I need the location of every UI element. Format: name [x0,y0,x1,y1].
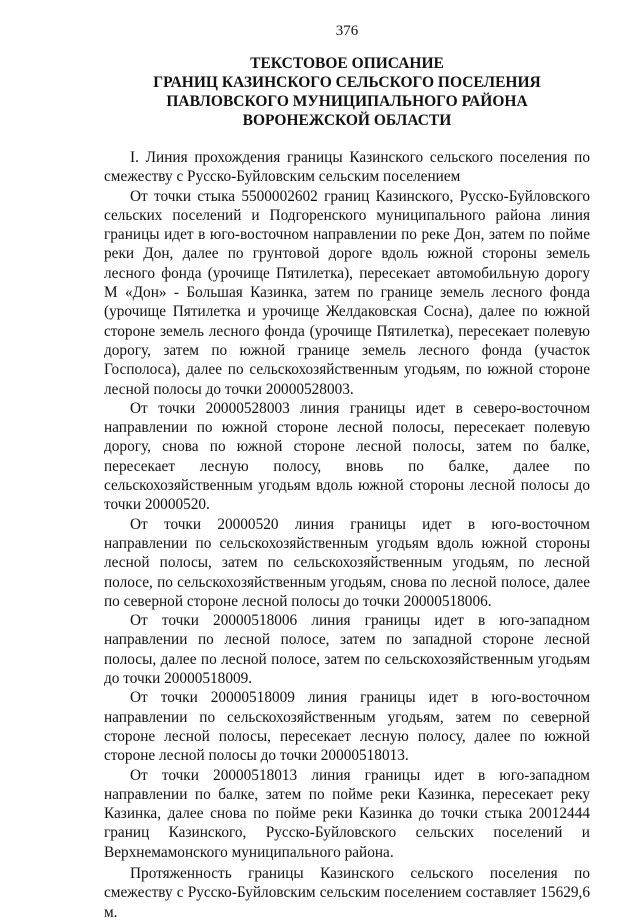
title-line-3: ПАВЛОВСКОГО МУНИЦИПАЛЬНОГО РАЙОНА [166,93,528,110]
paragraph-3: От точки 20000520 линия границы идет в юго-восточном направлении по сельскохозяйственным угодьям вдоль южной стороны лесной полосы, затем по сельскохозяйственным угодьям, по лесной полосе, по сельскохозяйственным угодьям, снова по лесной полосе, далее по северной стороне лесной полосы до точки 20000518006. [104,515,590,610]
section-heading: I. Линия прохождения границы Казинского сельского поселения по смежеству с Русско-Буйловским сельским поселением [104,149,590,186]
paragraph-6: От точки 20000518013 линия границы идет в юго-западном направлении по балке, затем по пойме реки Казинка, пересекает реку Казинка, далее снова по пойме реки Казинка до точки стыка 20012444 границ Казинского, Русско-Буйловского сельских поселений и Верхнемамонского муниципального района. [104,766,590,861]
title-line-4: ВОРОНЕЖСКОЙ ОБЛАСТИ [242,112,452,129]
paragraph-2: От точки 20000528003 линия границы идет в северо-восточном направлении по южной стороне лесной полосы, пересекает полевую дорогу, снова по южной стороне лесной полосы, затем по балке, пересекает лесную полосу, вновь по балке, далее по сельскохозяйственным угодьям вдоль южной стороны лесной полосы до точки 20000520. [104,399,590,514]
paragraph-7: Протяженность границы Казинского сельского поселения по смежеству с Русско-Буйловским сельским поселением составляет 15629,6 м. [104,864,590,921]
page-number: 376 [335,23,359,39]
title-line-2: ГРАНИЦ КАЗИНСКОГО СЕЛЬСКОГО ПОСЕЛЕНИЯ [153,74,541,91]
paragraph-4: От точки 20000518006 линия границы идет в юго-западном направлении по лесной полосе, затем по западной стороне лесной полосы, далее по лесной полосе, затем по сельскохозяйственным угодьям до точки 20000518009. [104,612,590,688]
paragraph-5: От точки 20000518009 линия границы идет в юго-восточном направлении по сельскохозяйственным угодьям, затем по северной стороне лесной полосы, пересекает лесную полосу, далее по южной стороне лесной полосы до точки 20000518013. [104,689,590,765]
title-line-1: ТЕКСТОВОЕ ОПИСАНИЕ [250,55,444,72]
document-page [104,22,590,922]
paragraph-1: От точки стыка 5500002602 границ Казинского, Русско-Буйловского сельских поселений и Подгоренского муниципального района линия границы идет в юго-восточном направлении по реке Дон, затем по пойме реки Дон, далее по грунтовой дороге вдоль южной стороны земель лесного фонда (урочище Пятилетка), пересекает автомобильную дорогу М «Дон» - Большая Казинка, затем по границе земель лесного фонда (урочище Пятилетка и урочище Желдаковская Сосна), далее по южной стороне земель лесного фонда (урочище Пятилетка), пересекает полевую дорогу, затем по южной границе земель лесного фонда (участок Госполоса), далее по сельскохозяйственным угодьям, по южной стороне лесной полосы до точки 20000528003. [104,187,590,398]
document-title [104,54,590,130]
